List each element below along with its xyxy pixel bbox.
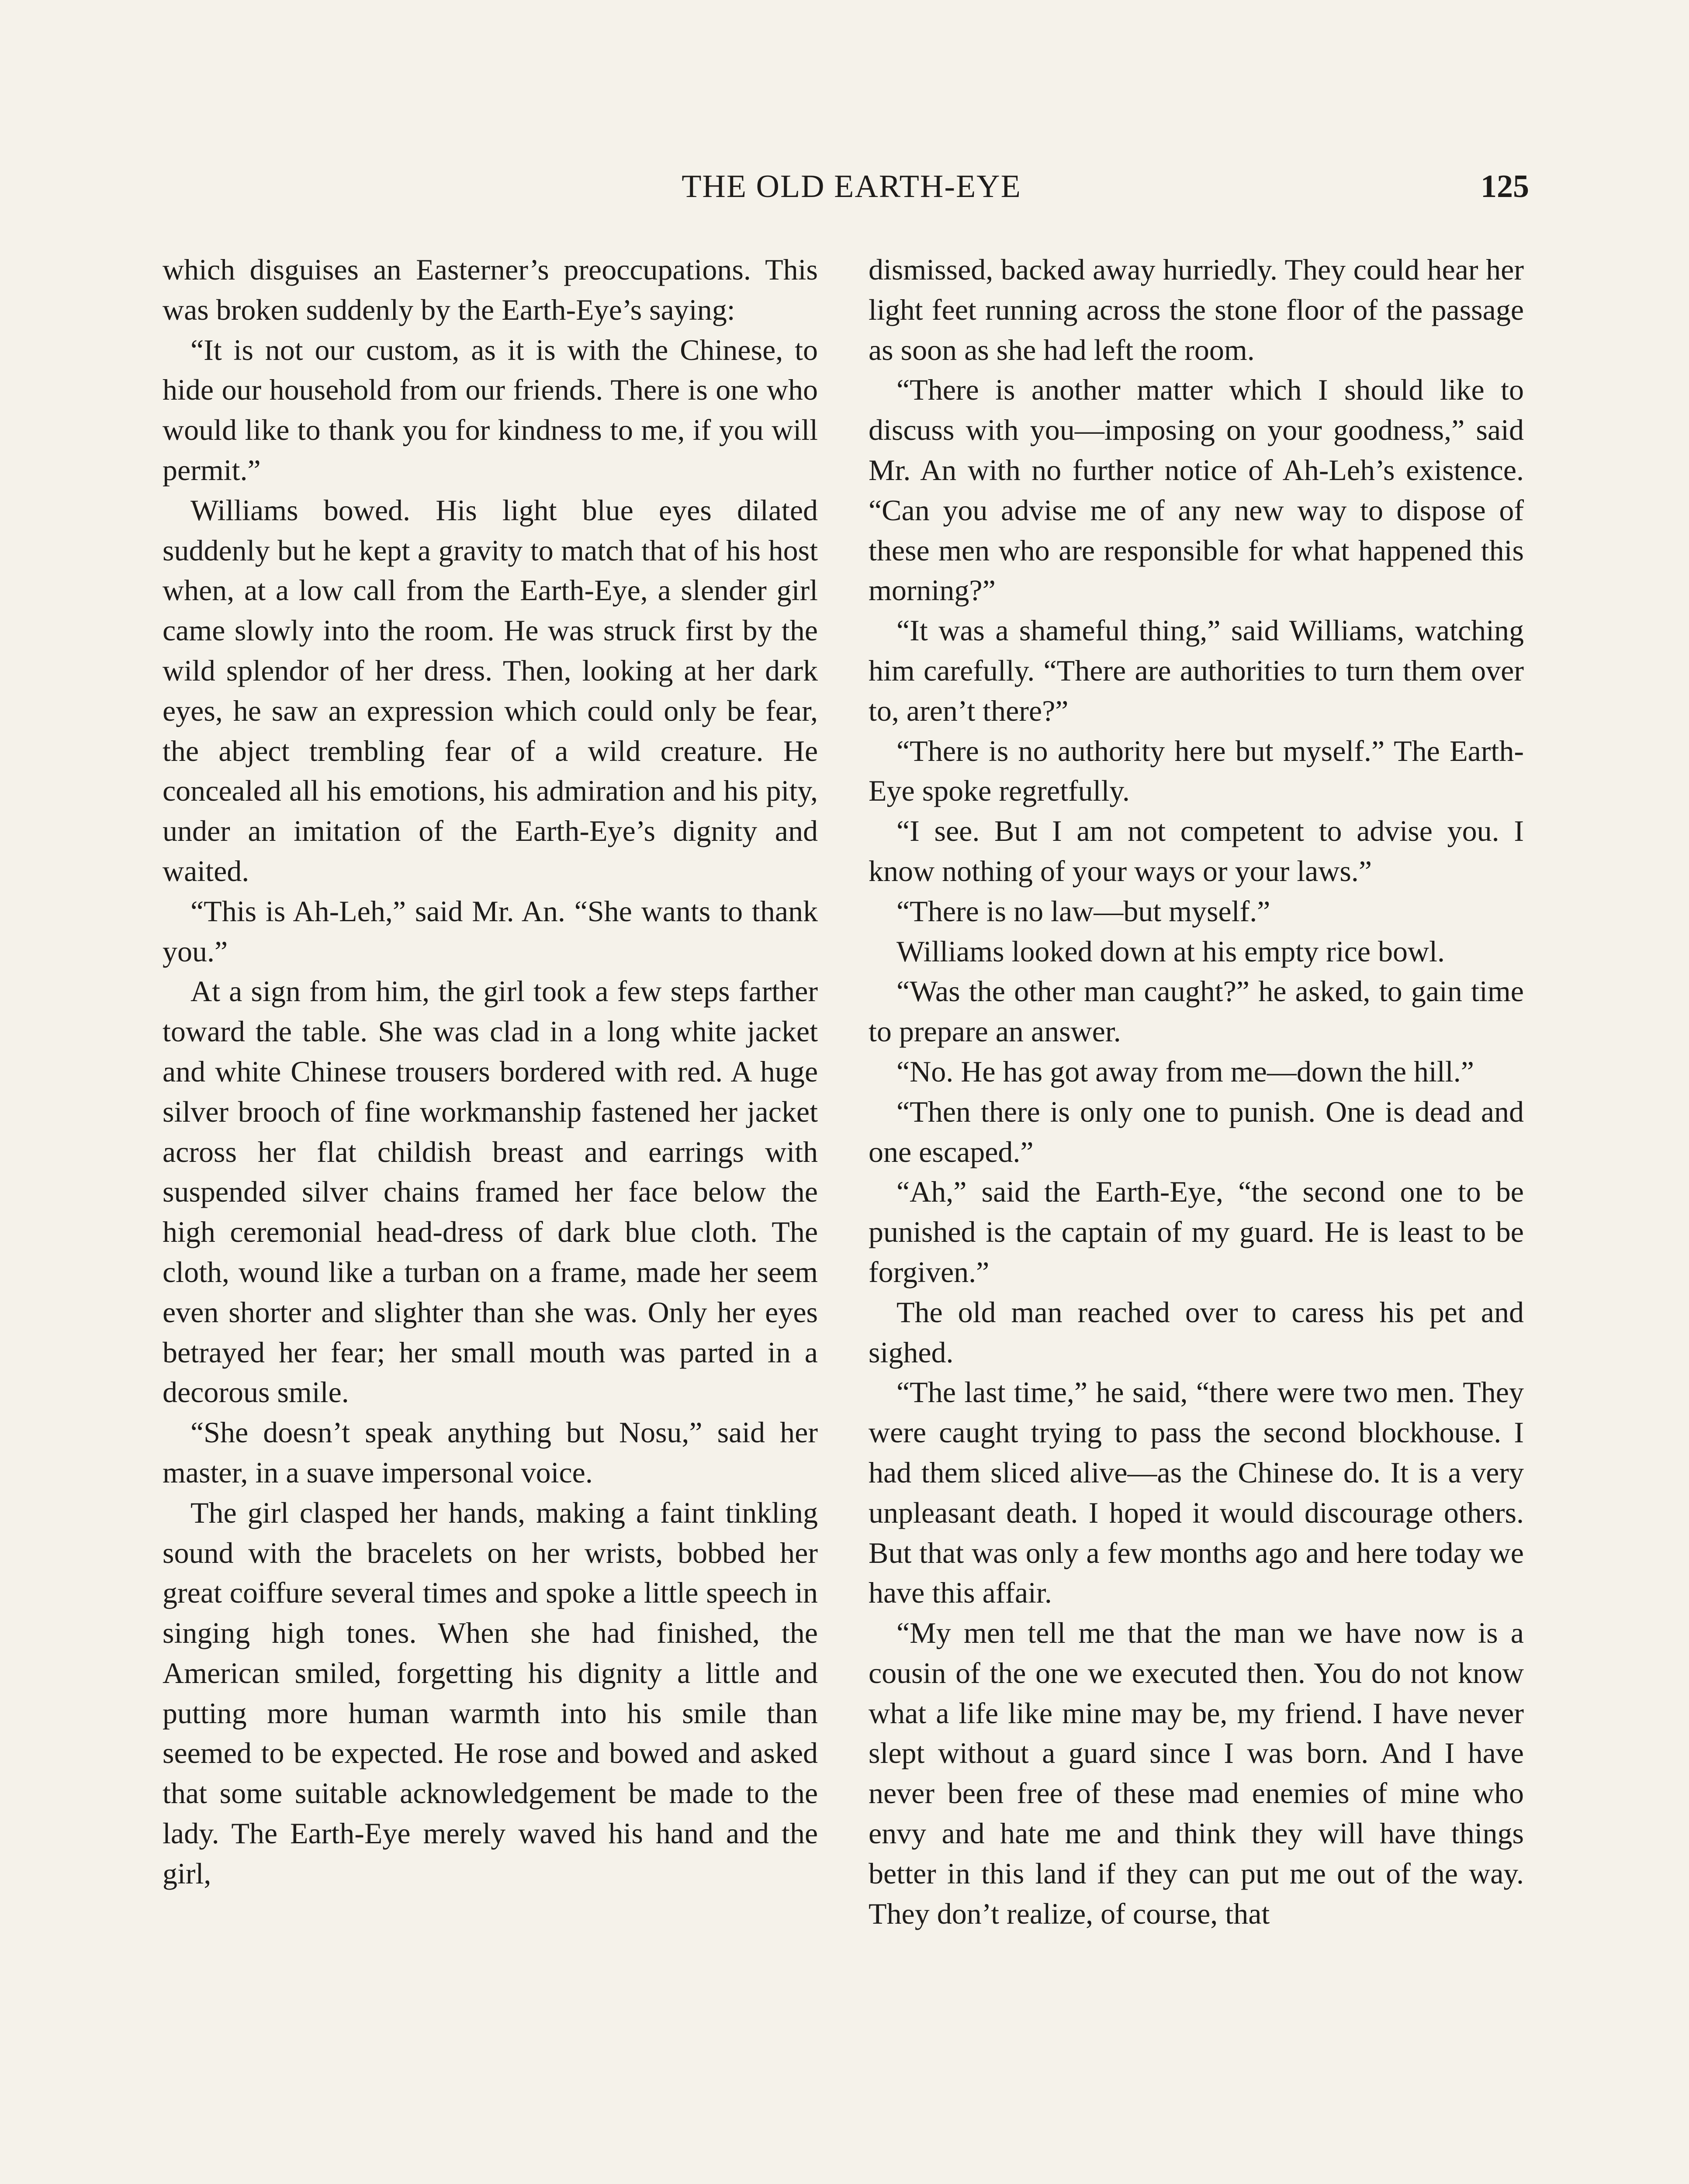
paragraph: “The last time,” he said, “there were two men. They were caught trying to pass the second blockhouse. I had them sliced alive—as the Chinese do. It is a very unpleasant death. I hoped it would discourage others. But that was only a few months ago and here today we have this affair. <box>869 1375 1524 1610</box>
paragraph: dismissed, backed away hurriedly. They could hear her light feet running across the stone floor of the passage as soon as she had left the room. <box>869 253 1524 366</box>
paragraph: “She doesn’t speak anything but Nosu,” said her master, in a suave impersonal voice. <box>163 1416 818 1489</box>
page-number: 125 <box>1481 169 1529 204</box>
paragraph: Williams looked down at his empty rice bowl. <box>896 934 1445 968</box>
paragraph: “I see. But I am not competent to advise you. I know nothing of your ways or your laws.” <box>869 814 1524 888</box>
paragraph: The girl clasped her hands, making a faint tinkling sound with the bracelets on her wrists, bobbed her great coiffure several times and spoke a little speech in singing high tones. When she had finished, the American smiled, forgetting his dignity a little and putting more human warmth into his smile than seemed to be expected. He rose and bowed and asked that some suitable acknowledgement be made to the lady. The Earth-Eye merely waved his hand and the girl, <box>163 1496 818 1890</box>
paragraph: “There is no law—but myself.” <box>896 894 1270 928</box>
paragraph: which disguises an Easterner’s preoccupations. This was broken suddenly by the Earth-Eye’s saying: <box>163 253 818 326</box>
paragraph: “There is no authority here but myself.” The Earth-Eye spoke regretfully. <box>869 734 1524 808</box>
running-title: THE OLD EARTH-EYE <box>682 169 1021 204</box>
paragraph: “My men tell me that the man we have now is a cousin of the one we executed then. You do not know what a life like mine may be, my friend. I have never slept without a guard since I was born. And I have never been free of these mad enemies of mine who envy and hate me and think they will have things better in this land if they can put me out of the way. They don’t realize, of course, that <box>869 1616 1524 1930</box>
paragraph: “Then there is only one to punish. One is dead and one escaped.” <box>869 1095 1524 1168</box>
paragraph: Williams bowed. His light blue eyes dilated suddenly but he kept a gravity to match that of his host when, at a low call from the Earth-Eye, a slender girl came slowly into the room. He was struck first by the wild splendor of her dress. Then, looking at her dark eyes, he saw an expression which could only be fear, the abject trembling fear of a wild creature. He concealed all his emotions, his admiration and his pity, under an imitation of the Earth-Eye’s dignity and waited. <box>163 493 818 888</box>
paragraph: The old man reached over to caress his pet and sighed. <box>869 1295 1524 1369</box>
right-column <box>869 250 1524 1934</box>
paragraph: “Was the other man caught?” he asked, to gain time to prepare an answer. <box>869 975 1524 1048</box>
paragraph: “Ah,” said the Earth-Eye, “the second one to be punished is the captain of my guard. He is least to be forgiven.” <box>869 1175 1524 1289</box>
paragraph: “This is Ah-Leh,” said Mr. An. “She wants to thank you.” <box>163 894 818 968</box>
paragraph: At a sign from him, the girl took a few steps farther toward the table. She was clad in a long white jacket and white Chinese trousers bordered with red. A huge silver brooch of fine workmanship fastened her jacket across her flat childish breast and earrings with suspended silver chains framed her face below the high ceremonial head-dress of dark blue cloth. The cloth, wound like a turban on a frame, made her seem even shorter and slighter than she was. Only her eyes betrayed her fear; her small mouth was parted in a decorous smile. <box>163 975 818 1409</box>
paragraph: “There is another matter which I should like to discuss with you—imposing on your goodness,” said Mr. An with no further notice of Ah-Leh’s existence. “Can you advise me of any new way to dispose of these men who are responsible for what happened this morning?” <box>869 373 1524 607</box>
page-header <box>174 162 1529 211</box>
paragraph: “It is not our custom, as it is with the Chinese, to hide our household from our friends. There is one who would like to thank you for kindness to me, if you will permit.” <box>163 333 818 487</box>
paragraph: “No. He has got away from me—down the hill.” <box>896 1054 1474 1088</box>
paragraph: “It was a shameful thing,” said Williams, watching him carefully. “There are authorities to turn them over to, aren’t there?” <box>869 614 1524 727</box>
left-column <box>163 250 818 1894</box>
